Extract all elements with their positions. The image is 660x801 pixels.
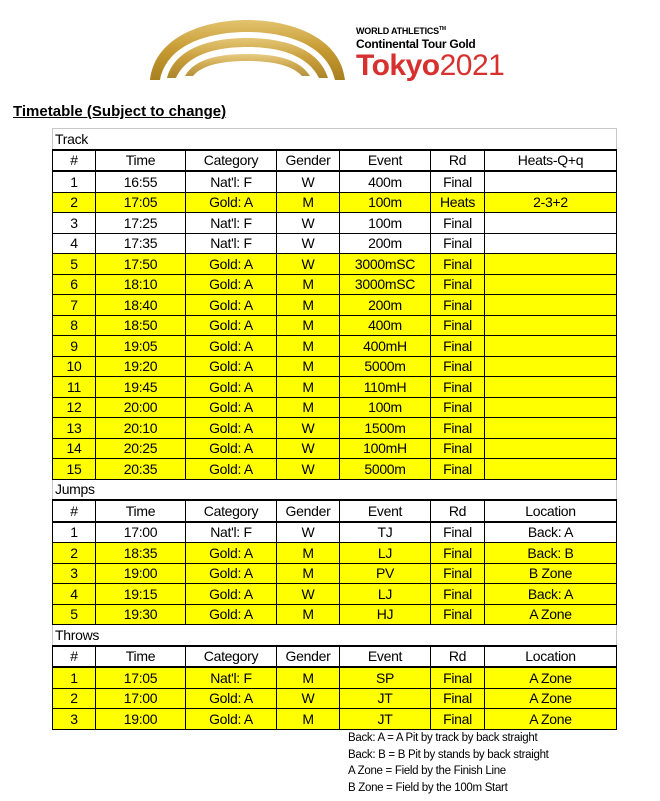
column-header: Gender [277,500,340,522]
brand-line1: WORLD ATHLETICS [356,26,439,36]
cell-time: 18:40 [96,295,186,316]
cell-gender: M [277,356,340,377]
cell-rd: Final [431,584,485,605]
cell-category: Gold: A [186,709,277,730]
legend [348,730,549,796]
cell-event: 1500m [340,418,431,439]
cell-event: 5000m [340,356,431,377]
cell-gender: M [277,667,340,688]
legend-line: Back: A = A Pit by track by back straight [348,732,538,744]
track-header-row [53,150,617,172]
cell-extra: Back: A [485,522,617,543]
table-row [53,459,617,480]
column-header: Event [340,150,431,172]
section-label: Jumps [53,479,617,500]
table-row [53,563,617,584]
column-header: Gender [277,646,340,668]
cell-event: 3000mSC [340,254,431,275]
table-row [53,688,617,709]
cell-gender: W [277,418,340,439]
cell-gender: M [277,397,340,418]
cell-num: 15 [53,459,96,480]
cell-extra: A Zone [485,604,617,625]
cell-category: Nat'l: F [186,522,277,543]
cell-category: Gold: A [186,418,277,439]
cell-gender: M [277,192,340,213]
column-header: Gender [277,150,340,172]
cell-rd: Final [431,438,485,459]
cell-rd: Final [431,295,485,316]
cell-category: Gold: A [186,356,277,377]
cell-num: 5 [53,604,96,625]
cell-rd: Final [431,315,485,336]
cell-event: 200m [340,233,431,254]
cell-num: 7 [53,295,96,316]
table-row [53,438,617,459]
cell-category: Gold: A [186,688,277,709]
cell-category: Gold: A [186,459,277,480]
cell-rd: Final [431,356,485,377]
trademark-mark: TM [439,26,446,32]
column-header: Category [186,150,277,172]
cell-gender: M [277,709,340,730]
cell-extra [485,295,617,316]
table-row [53,213,617,234]
cell-category: Gold: A [186,377,277,398]
cell-num: 2 [53,192,96,213]
column-header: Rd [431,646,485,668]
cell-extra [485,418,617,439]
cell-extra [485,171,617,192]
cell-time: 20:10 [96,418,186,439]
cell-category: Gold: A [186,274,277,295]
table-row [53,356,617,377]
cell-num: 5 [53,254,96,275]
column-header: Time [96,150,186,172]
legend-line: A Zone = Field by the Finish Line [348,765,506,777]
table-row [53,254,617,275]
cell-num: 3 [53,563,96,584]
cell-time: 18:50 [96,315,186,336]
cell-rd: Final [431,667,485,688]
cell-rd: Final [431,397,485,418]
table-row [53,274,617,295]
cell-gender: W [277,171,340,192]
cell-rd: Final [431,543,485,564]
cell-category: Gold: A [186,543,277,564]
table-row [53,336,617,357]
table-row [53,543,617,564]
cell-num: 9 [53,336,96,357]
column-header: # [53,646,96,668]
cell-extra: A Zone [485,667,617,688]
cell-extra: 2-3+2 [485,192,617,213]
cell-event: HJ [340,604,431,625]
cell-event: SP [340,667,431,688]
cell-event: JT [340,688,431,709]
column-header: # [53,500,96,522]
cell-extra: A Zone [485,688,617,709]
cell-num: 3 [53,213,96,234]
cell-event: 100m [340,192,431,213]
cell-gender: W [277,438,340,459]
cell-rd: Final [431,274,485,295]
brand-line2: Continental Tour Gold [356,37,476,51]
cell-category: Gold: A [186,315,277,336]
cell-gender: W [277,459,340,480]
column-header: Time [96,500,186,522]
cell-time: 19:15 [96,584,186,605]
cell-num: 8 [53,315,96,336]
timetable-title: Timetable (Subject to change) [13,103,227,120]
cell-category: Gold: A [186,295,277,316]
cell-category: Nat'l: F [186,213,277,234]
cell-gender: M [277,377,340,398]
cell-category: Nat'l: F [186,233,277,254]
cell-time: 19:30 [96,604,186,625]
cell-gender: W [277,233,340,254]
column-header: Event [340,646,431,668]
cell-rd: Final [431,233,485,254]
cell-gender: M [277,274,340,295]
cell-rd: Final [431,377,485,398]
column-header: Location [485,500,617,522]
table-row [53,192,617,213]
stadium-ring-logo-icon [145,14,350,88]
cell-time: 20:35 [96,459,186,480]
brand-year: 2021 [439,49,505,82]
cell-time: 17:00 [96,688,186,709]
cell-num: 1 [53,667,96,688]
cell-gender: M [277,563,340,584]
cell-num: 12 [53,397,96,418]
cell-gender: M [277,336,340,357]
column-header: Category [186,500,277,522]
cell-extra [485,356,617,377]
section-label: Track [53,129,617,150]
table-row [53,584,617,605]
cell-time: 20:25 [96,438,186,459]
cell-time: 19:00 [96,563,186,584]
column-header: Heats-Q+q [485,150,617,172]
cell-rd: Final [431,522,485,543]
cell-event: TJ [340,522,431,543]
cell-time: 16:55 [96,171,186,192]
cell-num: 6 [53,274,96,295]
cell-time: 18:10 [96,274,186,295]
cell-category: Nat'l: F [186,171,277,192]
cell-gender: M [277,315,340,336]
table-row [53,315,617,336]
cell-rd: Final [431,459,485,480]
cell-num: 2 [53,543,96,564]
cell-event: 400m [340,171,431,192]
jumps-header-row [53,500,617,522]
cell-event: 200m [340,295,431,316]
cell-time: 19:45 [96,377,186,398]
jumps-section-label [53,479,617,500]
cell-event: 110mH [340,377,431,398]
cell-category: Gold: A [186,397,277,418]
cell-num: 13 [53,418,96,439]
cell-time: 17:05 [96,667,186,688]
cell-extra [485,315,617,336]
throws-section-label [53,625,617,646]
cell-time: 19:05 [96,336,186,357]
cell-rd: Final [431,213,485,234]
cell-extra [485,459,617,480]
cell-time: 17:05 [96,192,186,213]
table-row [53,667,617,688]
cell-extra [485,254,617,275]
cell-event: 400m [340,315,431,336]
cell-extra: A Zone [485,709,617,730]
table-row [53,233,617,254]
column-header: Rd [431,150,485,172]
cell-event: 3000mSC [340,274,431,295]
table-row [53,418,617,439]
column-header: Event [340,500,431,522]
column-header: # [53,150,96,172]
cell-extra: Back: A [485,584,617,605]
cell-num: 11 [53,377,96,398]
cell-rd: Final [431,688,485,709]
cell-event: LJ [340,584,431,605]
cell-rd: Final [431,254,485,275]
section-label: Throws [53,625,617,646]
column-header: Rd [431,500,485,522]
cell-gender: M [277,543,340,564]
cell-gender: W [277,213,340,234]
cell-time: 17:50 [96,254,186,275]
cell-gender: M [277,604,340,625]
cell-event: 100m [340,397,431,418]
column-header: Category [186,646,277,668]
cell-category: Gold: A [186,563,277,584]
cell-extra [485,274,617,295]
cell-extra [485,438,617,459]
cell-category: Gold: A [186,192,277,213]
table-row [53,604,617,625]
cell-rd: Final [431,563,485,584]
cell-extra [485,336,617,357]
track-section-label [53,129,617,150]
cell-category: Gold: A [186,584,277,605]
cell-time: 17:25 [96,213,186,234]
cell-gender: W [277,254,340,275]
cell-time: 18:35 [96,543,186,564]
cell-rd: Final [431,604,485,625]
cell-extra [485,377,617,398]
cell-rd: Final [431,171,485,192]
cell-num: 2 [53,688,96,709]
cell-num: 1 [53,171,96,192]
cell-num: 10 [53,356,96,377]
table-row [53,397,617,418]
cell-rd: Final [431,709,485,730]
cell-event: JT [340,709,431,730]
cell-category: Gold: A [186,254,277,275]
cell-num: 3 [53,709,96,730]
cell-gender: W [277,584,340,605]
cell-num: 4 [53,584,96,605]
column-header: Time [96,646,186,668]
cell-time: 17:35 [96,233,186,254]
cell-category: Gold: A [186,336,277,357]
cell-category: Gold: A [186,604,277,625]
cell-extra [485,233,617,254]
header [0,0,660,100]
brand-city: Tokyo [356,49,440,82]
brand-wordmark [356,24,504,82]
timetable [52,128,617,730]
cell-num: 4 [53,233,96,254]
cell-event: PV [340,563,431,584]
cell-extra: Back: B [485,543,617,564]
cell-time: 17:00 [96,522,186,543]
cell-extra [485,213,617,234]
cell-rd: Final [431,336,485,357]
table-row [53,295,617,316]
cell-category: Gold: A [186,438,277,459]
legend-line: Back: B = B Pit by stands by back straight [348,748,549,761]
cell-event: 5000m [340,459,431,480]
cell-event: LJ [340,543,431,564]
cell-rd: Final [431,418,485,439]
cell-gender: M [277,295,340,316]
cell-gender: W [277,522,340,543]
cell-category: Nat'l: F [186,667,277,688]
cell-extra [485,397,617,418]
cell-time: 19:00 [96,709,186,730]
table-row [53,709,617,730]
cell-gender: W [277,688,340,709]
throws-header-row [53,646,617,668]
table-row [53,522,617,543]
column-header: Location [485,646,617,668]
cell-event: 100mH [340,438,431,459]
cell-event: 100m [340,213,431,234]
table-row [53,171,617,192]
cell-event: 400mH [340,336,431,357]
cell-num: 14 [53,438,96,459]
cell-rd: Heats [431,192,485,213]
cell-time: 20:00 [96,397,186,418]
legend-line: B Zone = Field by the 100m Start [348,781,508,794]
cell-time: 19:20 [96,356,186,377]
cell-num: 1 [53,522,96,543]
cell-extra: B Zone [485,563,617,584]
table-row [53,377,617,398]
